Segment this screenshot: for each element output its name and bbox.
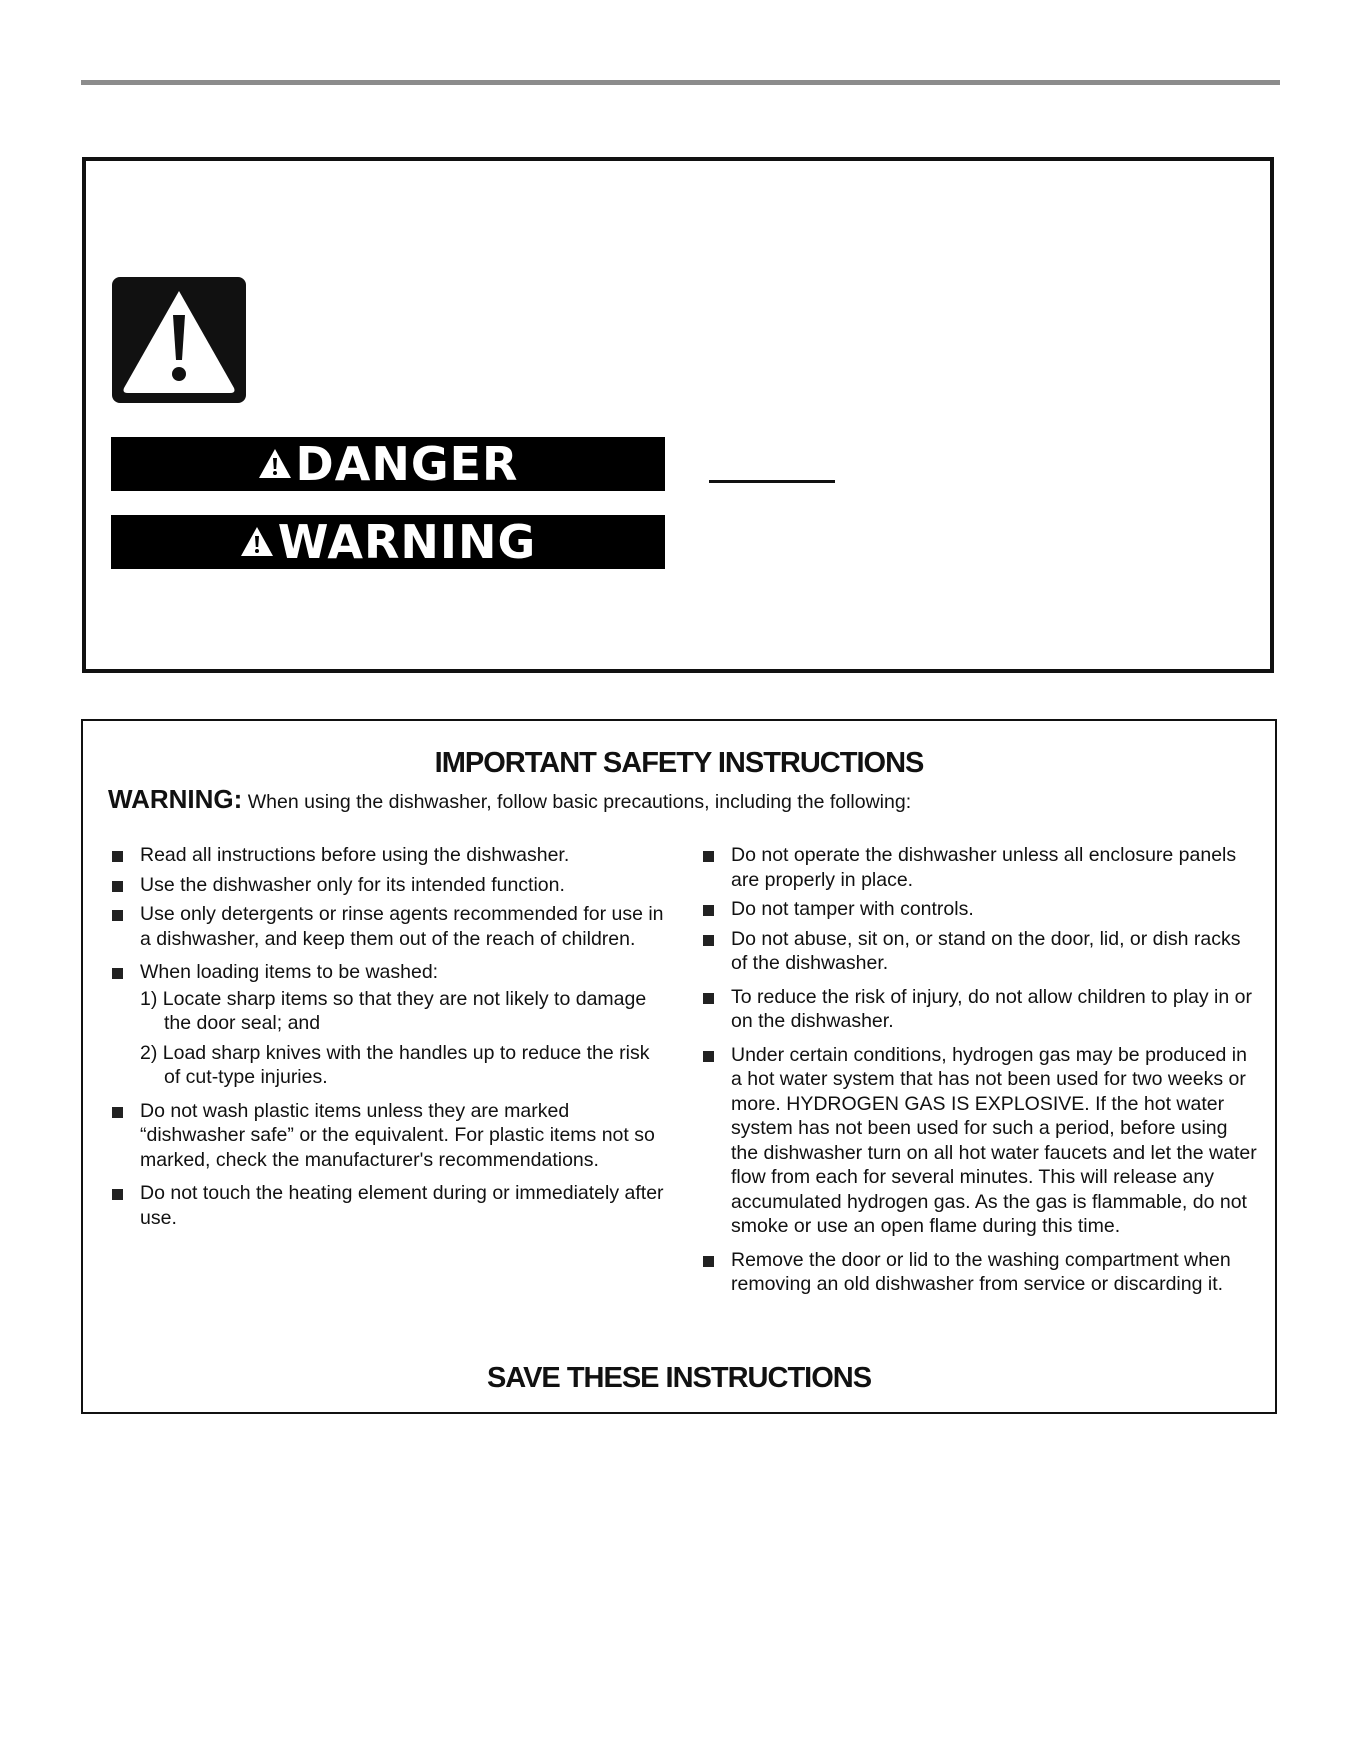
- list-item: [108, 843, 668, 868]
- item-text: Use the dishwasher only for its intended function.: [140, 873, 565, 896]
- bullet-square-icon: [703, 1051, 714, 1062]
- item-text: Remove the door or lid to the washing compartment when removing an old dishwasher from service or discarding it.: [731, 1248, 1231, 1295]
- intro-warning-label: WARNING:: [108, 784, 243, 814]
- list-item: [699, 1248, 1259, 1297]
- list-item: [108, 902, 668, 951]
- item-text: To reduce the risk of injury, do not allow children to play in or on the dishwasher.: [731, 985, 1252, 1032]
- top-divider: [81, 80, 1280, 85]
- danger-signal-word: [111, 437, 665, 491]
- item-text: Do not abuse, sit on, or stand on the door, lid, or dish racks of the dishwasher.: [731, 927, 1241, 974]
- warning-label: WARNING: [277, 515, 537, 569]
- important-safety-instructions: [81, 719, 1277, 1414]
- alert-triangle-icon: [240, 525, 274, 559]
- sub-item: 1) Locate sharp items so that they are not likely to damage the door seal; and: [140, 987, 647, 1034]
- list-item: [699, 843, 1259, 892]
- right-instruction-list: [699, 843, 1259, 1302]
- list-item: [108, 1099, 668, 1173]
- list-item: [699, 985, 1259, 1034]
- save-instructions-title: SAVE THESE INSTRUCTIONS: [486, 1362, 872, 1394]
- item-text: Read all instructions before using the dishwasher.: [140, 844, 570, 866]
- warning-signal-word: [111, 515, 665, 569]
- item-text: When loading items to be washed:: [140, 961, 439, 983]
- list-item: [699, 1043, 1259, 1239]
- item-text: Use only detergents or rinse agents recommended for use in a dishwasher, and keep them out of the reach of children.: [140, 903, 664, 950]
- bullet-square-icon: [703, 851, 714, 862]
- bullet-square-icon: [112, 1107, 123, 1118]
- list-item: [108, 873, 668, 898]
- bullet-square-icon: [112, 910, 123, 921]
- item-text: Do not touch the heating element during or immediately after use.: [140, 1182, 664, 1229]
- left-instruction-list: [108, 843, 668, 1235]
- sub-item: 2) Load sharp knives with the handles up to reduce the risk of cut-type injuries.: [140, 1041, 650, 1088]
- bullet-square-icon: [112, 851, 123, 862]
- alert-triangle-icon: [258, 447, 292, 481]
- list-item: [699, 927, 1259, 976]
- safety-title: IMPORTANT SAFETY INSTRUCTIONS: [434, 747, 924, 779]
- item-text: Do not operate the dishwasher unless all enclosure panels are properly in place.: [731, 844, 1237, 891]
- list-item: [699, 897, 1259, 922]
- bullet-square-icon: [703, 1256, 714, 1267]
- bullet-square-icon: [703, 905, 714, 916]
- bullet-square-icon: [703, 993, 714, 1004]
- safety-symbols-panel: [82, 157, 1274, 673]
- safety-alert-icon: [112, 277, 246, 403]
- item-text: Do not tamper with controls.: [731, 898, 974, 920]
- intro-text: When using the dishwasher, follow basic precautions, including the following:: [242, 791, 912, 813]
- safety-intro: [108, 784, 911, 815]
- bullet-square-icon: [112, 1189, 123, 1200]
- item-text: Under certain conditions, hydrogen gas may be produced in a hot water system that has not been used for two weeks or more. HYDROGEN GAS IS EXPLOSIVE. If the hot water system has not been used for such a period, before using the dishwasher turn on all hot water faucets and let the water flow from each for several minutes. This will release any accumulated hydrogen gas. As the gas is flammable, do not smoke or use an open flame during this time.: [731, 1043, 1257, 1237]
- bullet-square-icon: [112, 881, 123, 892]
- bullet-square-icon: [703, 935, 714, 946]
- item-text: Do not wash plastic items unless they are marked “dishwasher safe” or the equivalent. For plastic items not so marked, check the manufacturer's recommendations.: [140, 1099, 655, 1171]
- list-item: [108, 960, 668, 1090]
- list-item: [108, 1181, 668, 1230]
- underline-rule: [709, 480, 835, 483]
- danger-label: DANGER: [295, 437, 519, 491]
- bullet-square-icon: [112, 968, 123, 979]
